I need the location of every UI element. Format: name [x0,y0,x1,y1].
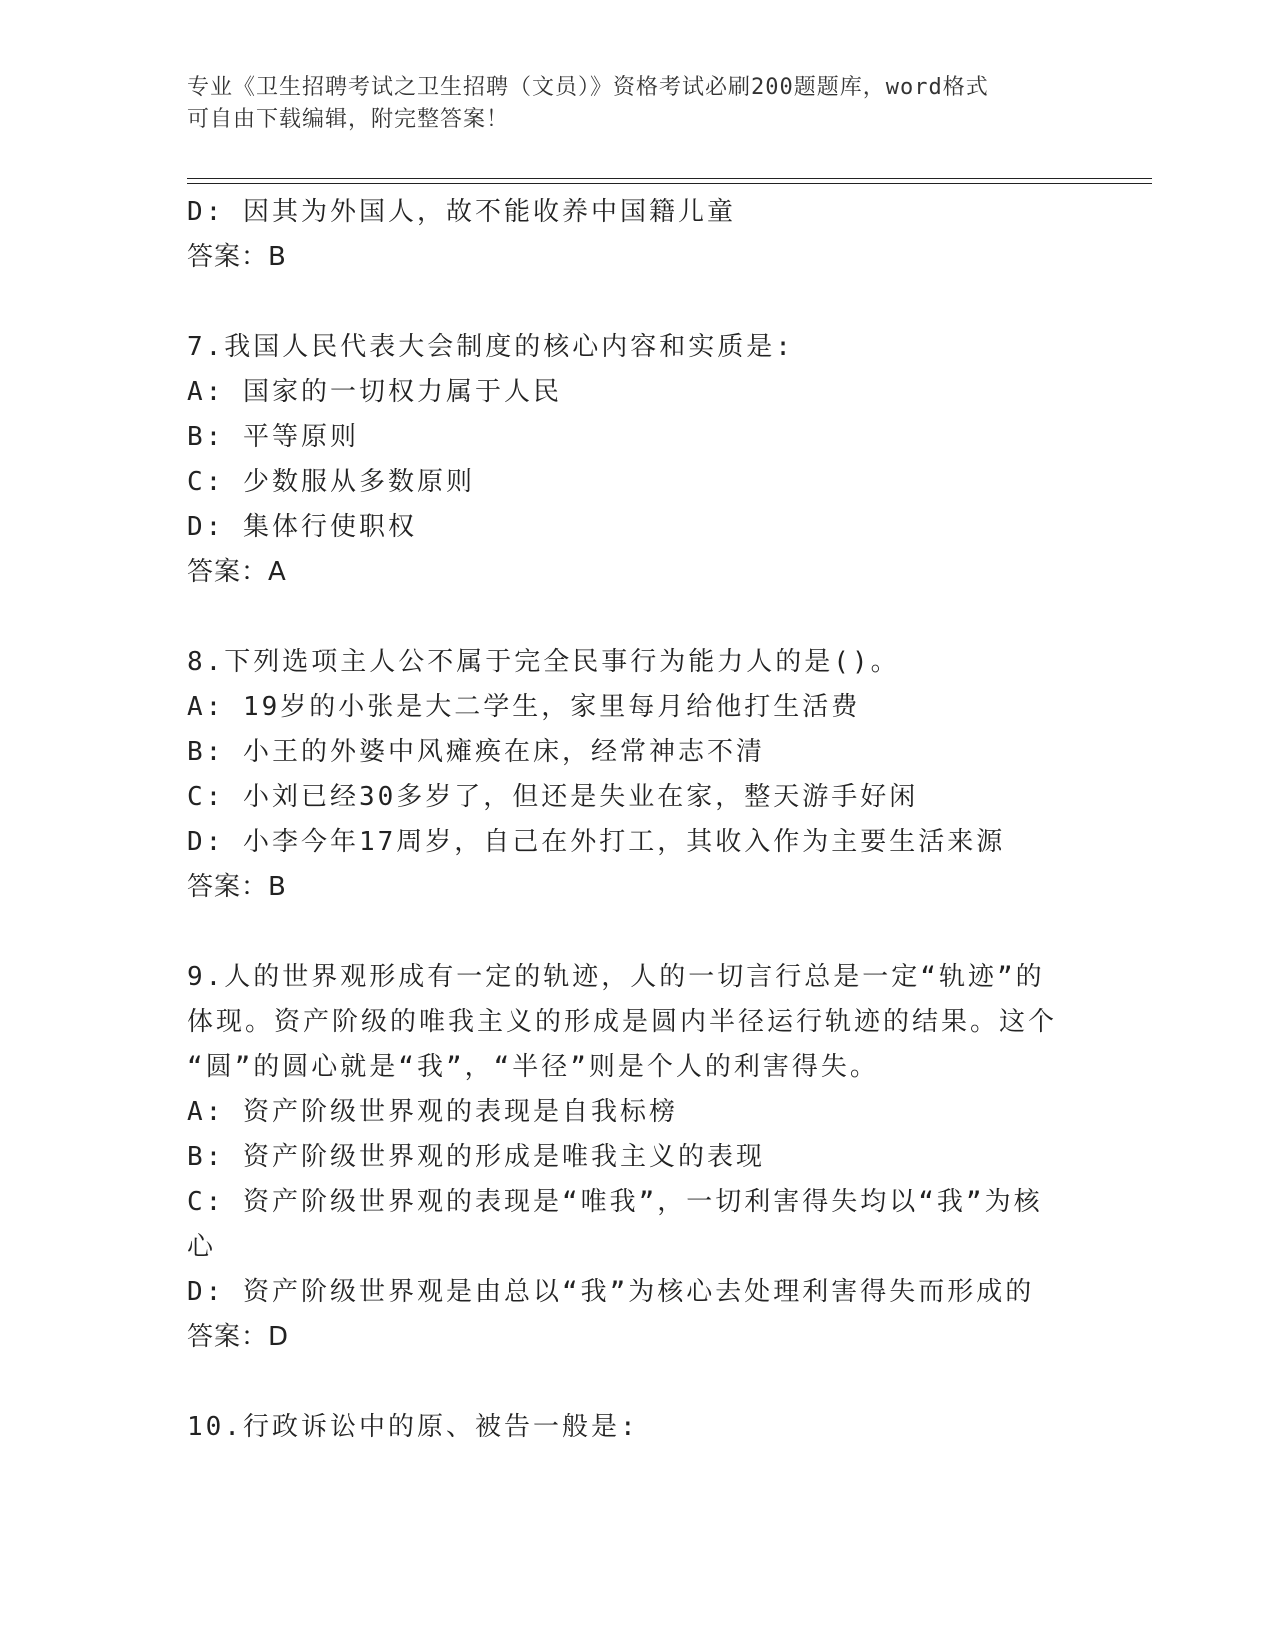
option-b: B: 平等原则 [187,422,359,452]
question-stem-line-3: “圆”的圆心就是“我”，“半径”则是个人的利害得失。 [187,1052,879,1082]
question-stem: 10.行政诉讼中的原、被告一般是: [187,1412,639,1442]
option-d: D: 小李今年17周岁，自己在外打工，其收入作为主要生活来源 [187,827,1006,857]
question-block-prev [187,190,1087,280]
option-d: D: 资产阶级世界观是由总以“我”为核心去处理利害得失而形成的 [187,1277,1035,1307]
question-block-10 [187,1405,1087,1450]
answer-label: 答案：D [187,1322,290,1352]
question-block-9 [187,955,1087,1360]
question-stem-line-1: 9.人的世界观形成有一定的轨迹，人的一切言行总是一定“轨迹”的 [187,962,1045,992]
answer-label: 答案：B [187,242,287,272]
answer-label: 答案：B [187,872,287,902]
spacer [187,280,1087,325]
question-block-7 [187,325,1087,595]
option-c-line-1: C: 资产阶级世界观的表现是“唯我”，一切利害得失均以“我”为核 [187,1187,1043,1217]
option-a: A: 国家的一切权力属于人民 [187,377,562,407]
option-c: C: 少数服从多数原则 [187,467,475,497]
header-title-line-1: 专业《卫生招聘考试之卫生招聘（文员）》资格考试必刷200题题库，word格式 [187,75,989,100]
option-c: C: 小刘已经30多岁了，但还是失业在家，整天游手好闲 [187,782,919,812]
spacer [187,1360,1087,1405]
question-stem-line-2: 体现。资产阶级的唯我主义的形成是圆内半径运行轨迹的结果。这个 [187,1007,1058,1037]
spacer [187,595,1087,640]
option-a: A: 资产阶级世界观的表现是自我标榜 [187,1097,678,1127]
header-title-line-2: 可自由下载编辑，附完整答案！ [187,107,510,132]
option-d: D: 集体行使职权 [187,512,417,542]
answer-label: 答案：A [187,557,287,587]
option-a: A: 19岁的小张是大二学生，家里每月给他打生活费 [187,692,861,722]
header-divider-top [187,178,1152,179]
question-stem: 8.下列选项主人公不属于完全民事行为能力人的是()。 [187,647,900,677]
option-b: B: 小王的外婆中风瘫痪在床，经常神志不清 [187,737,765,767]
question-block-8 [187,640,1087,910]
option-d: D: 因其为外国人，故不能收养中国籍儿童 [187,197,736,227]
option-b: B: 资产阶级世界观的形成是唯我主义的表现 [187,1142,765,1172]
question-list [187,190,1087,1450]
page-header [187,72,1067,136]
header-divider-bottom [187,183,1152,184]
option-c-line-2: 心 [187,1232,217,1262]
question-stem: 7.我国人民代表大会制度的核心内容和实质是: [187,332,794,362]
spacer [187,910,1087,955]
